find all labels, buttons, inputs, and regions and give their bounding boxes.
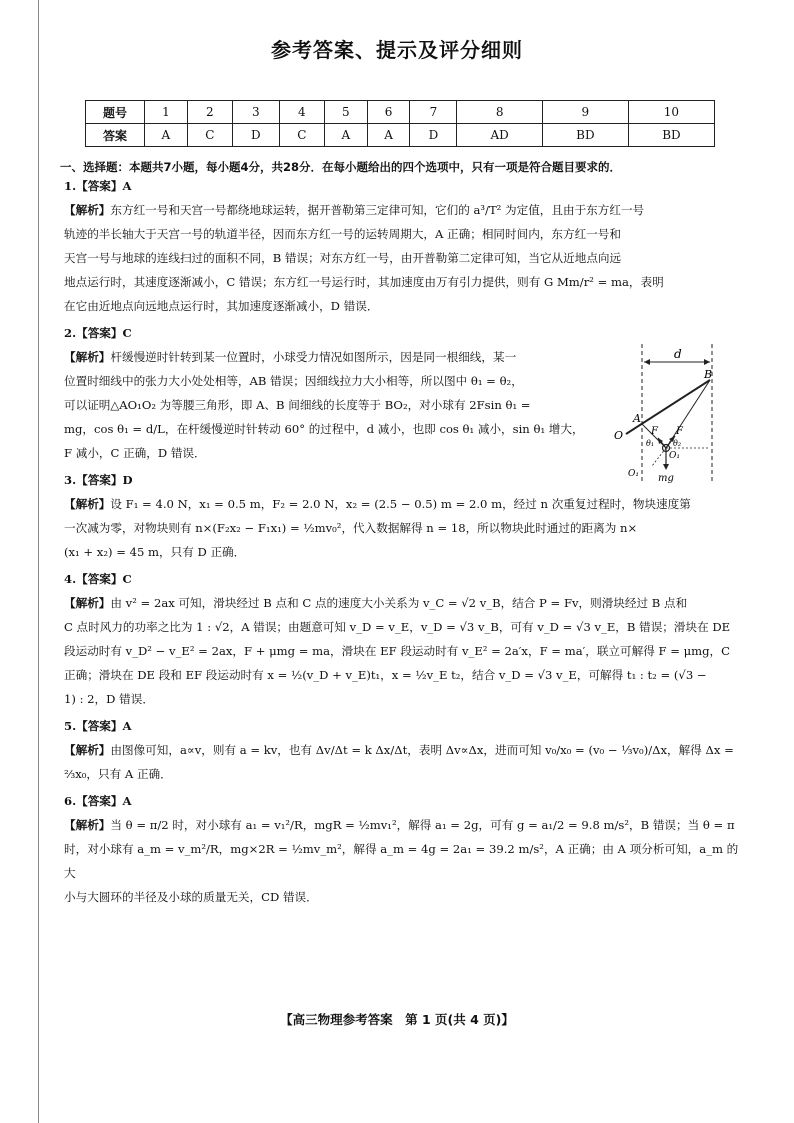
arrow-head xyxy=(704,359,710,365)
analysis-q2 xyxy=(64,345,604,465)
analysis-line: 天宫一号与地球的连线扫过的面积不同，B 错误；对东方红一号，由开普勒第二定律可知，当它从近地点向远 xyxy=(64,251,622,265)
label-a: A xyxy=(633,412,641,425)
analysis-line: 轨迹的半长轴大于天宫一号的轨道半径，因而东方红一号的运转周期大，A 正确；相同时间内，东方红一号和 xyxy=(64,227,621,241)
analysis-line: 段运动时有 v_D² − v_E² = 2ax，F + μmg = ma，滑块在 EF 段运动时有 v_E² = 2a′x，F = ma′，联立可解得 F = μmg，C xyxy=(64,644,731,658)
table-cell: 6 xyxy=(367,101,410,124)
analysis-line: 小与大圆环的半径及小球的质量无关，CD 错误． xyxy=(64,890,318,904)
question-number: 3. xyxy=(64,473,77,487)
answer-value: D xyxy=(122,473,133,487)
table-cell: C xyxy=(187,124,232,147)
table-cell: 10 xyxy=(628,101,714,124)
analysis-line: 可以证明△AO₁O₂ 为等腰三角形，即 A、B 间细线的长度等于 BO₂，对小球有 2Fsin θ₁ = xyxy=(64,398,531,412)
analysis-line: ⅔x₀，只有 A 正确． xyxy=(64,767,172,781)
table-cell: BD xyxy=(542,124,628,147)
analysis-line: 由 v² = 2ax 可知，滑块经过 B 点和 C 点的速度大小关系为 v_C = √2 v_B，结合 P = Fv，则滑块经过 B 点和 xyxy=(110,596,688,610)
analysis-line: mg，cos θ₁ = d/L，在杆缓慢逆时针转动 60° 的过程中，d 减小，也即 cos θ₁ 减小，sin θ₁ 增大， xyxy=(64,422,584,436)
analysis-line: 时，对小球有 a_m = v_m²/R，mg×2R = ½mv_m²，解得 a_m = 4g = 2a₁ = 39.2 m/s²，A 正确；由 A 项分析可知，a_m 的大 xyxy=(64,842,739,880)
analysis-q1 xyxy=(64,198,744,318)
table-cell: 3 xyxy=(232,101,279,124)
row-label-answer: 答案 xyxy=(86,124,145,147)
answer-content xyxy=(60,158,744,909)
label-b: B xyxy=(704,368,713,381)
table-cell: AD xyxy=(457,124,542,147)
analysis-tag: 【解析】 xyxy=(64,596,111,610)
question-number: 2. xyxy=(64,326,77,340)
analysis-tag: 【解析】 xyxy=(64,350,111,364)
question-number: 1. xyxy=(64,179,77,193)
answer-line-q1 xyxy=(64,177,744,196)
table-cell: 1 xyxy=(145,101,188,124)
section-heading: 一、选择题：本题共7小题，每小题4分，共28分．在每小题给出的四个选项中，只有一项是符合题目要求的． xyxy=(60,160,622,174)
answer-value: C xyxy=(122,326,132,340)
table-cell: 7 xyxy=(410,101,457,124)
question-number: 5. xyxy=(64,719,77,733)
analysis-line: 位置时细线中的张力大小处处相等，AB 错误；因细线拉力大小相等，所以图中 θ₁ = θ₂， xyxy=(64,374,523,388)
page-footer: 【高三物理参考答案 第 1 页(共 4 页)】 xyxy=(280,1012,514,1027)
table-cell: D xyxy=(410,124,457,147)
table-cell: C xyxy=(279,124,324,147)
analysis-tag: 【解析】 xyxy=(64,497,111,511)
answer-table xyxy=(85,100,715,147)
analysis-tag: 【解析】 xyxy=(64,203,111,217)
table-row xyxy=(86,101,715,124)
answer-line-q2 xyxy=(64,324,744,343)
question-number: 6. xyxy=(64,794,77,808)
table-row xyxy=(86,124,715,147)
answer-value: A xyxy=(122,179,132,193)
label-o1: O₁ xyxy=(628,469,639,479)
label-theta2: θ₂ xyxy=(673,439,682,448)
analysis-q4 xyxy=(64,591,744,711)
analysis-q5 xyxy=(64,738,744,786)
table-cell: 2 xyxy=(187,101,232,124)
page-title: 参考答案、提示及评分细则 xyxy=(271,38,523,62)
table-cell: 9 xyxy=(542,101,628,124)
analysis-line: (x₁ + x₂) = 45 m，只有 D 正确． xyxy=(64,545,246,559)
table-cell: A xyxy=(145,124,188,147)
analysis-tag: 【解析】 xyxy=(64,818,111,832)
answer-line-q5 xyxy=(64,717,744,736)
arrow-head xyxy=(663,464,669,470)
analysis-line: 在它由近地点向远地点运行时，其加速度逐渐减小，D 错误． xyxy=(64,299,379,313)
analysis-line: 1) : 2，D 错误． xyxy=(64,692,154,706)
analysis-line: F 减小，C 正确，D 错误． xyxy=(64,446,206,460)
force-diagram xyxy=(612,342,746,484)
analysis-line: 杆缓慢逆时针转到某一位置时，小球受力情况如图所示，因是同一根细线，某一 xyxy=(110,350,517,364)
label-theta1: θ₁ xyxy=(646,439,655,448)
answer-value: A xyxy=(122,719,132,733)
answer-tag: 【答案】 xyxy=(76,473,123,487)
label-d: d xyxy=(674,347,682,361)
rod xyxy=(626,380,710,434)
answer-value: C xyxy=(122,572,132,586)
analysis-q6 xyxy=(64,813,744,909)
table-cell: BD xyxy=(628,124,714,147)
table-cell: A xyxy=(367,124,410,147)
analysis-q3 xyxy=(64,492,744,564)
answer-tag: 【答案】 xyxy=(76,794,123,808)
answer-tag: 【答案】 xyxy=(76,326,123,340)
answer-value: A xyxy=(122,794,132,808)
table-cell: D xyxy=(232,124,279,147)
analysis-line: 一次减为零，对物块则有 n×(F₂x₂ − F₁x₁) = ½mv₀²，代入数据解得 n = 18，所以物块此时通过的距离为 n× xyxy=(64,521,638,535)
label-mg: mg xyxy=(658,473,674,484)
analysis-line: 当 θ = π/2 时，对小球有 a₁ = v₁²/R，mgR = ½mv₁²，解得 a₁ = 2g，可有 g = a₁/2 = 9.8 m/s²，B 错误；当 θ = π xyxy=(110,818,735,832)
page-edge-line xyxy=(38,0,39,1123)
answer-tag: 【答案】 xyxy=(76,719,123,733)
answer-line-q6 xyxy=(64,792,744,811)
answer-tag: 【答案】 xyxy=(76,179,123,193)
analysis-line: C 点时风力的功率之比为 1 : √2，A 错误；由题意可知 v_D = v_E，v_D = √3 v_B，可有 v_D = √3 v_E，B 错误；滑块在 DE xyxy=(64,620,731,634)
answer-tag: 【答案】 xyxy=(76,572,123,586)
analysis-line: 由图像可知，a∝v，则有 a = kv，也有 Δv/Δt = k Δx/Δt，表明 Δv∝Δx，进而可知 v₀/x₀ = (v₀ − ⅓v₀)/Δx，解得 Δx = xyxy=(110,743,734,757)
answer-line-q4 xyxy=(64,570,744,589)
question-number: 4. xyxy=(64,572,77,586)
analysis-line: 正确；滑块在 DE 段和 EF 段运动时有 x = ½(v_D + v_E)t₁，x = ½v_E t₂，结合 v_D = √3 v_E，可解得 t₁ : t₂ = (√3 − xyxy=(64,668,707,682)
label-f1: F xyxy=(651,426,658,437)
row-label-number: 题号 xyxy=(86,101,145,124)
table-cell: 8 xyxy=(457,101,542,124)
analysis-line: 地点运行时，其速度逐渐减小，C 错误；东方红一号运行时，其加速度由万有引力提供，则有 G Mm/r² = ma，表明 xyxy=(64,275,664,289)
table-cell: 4 xyxy=(279,101,324,124)
analysis-line: 设 F₁ = 4.0 N，x₁ = 0.5 m，F₂ = 2.0 N，x₂ = (2.5 − 0.5) m = 2.0 m，经过 n 次重复过程时，物块速度第 xyxy=(110,497,691,511)
table-cell: 5 xyxy=(324,101,367,124)
analysis-tag: 【解析】 xyxy=(64,743,111,757)
arrow-head xyxy=(644,359,650,365)
label-o2: O₁ xyxy=(669,451,680,461)
label-f2: F xyxy=(676,426,683,437)
analysis-line: 东方红一号和天宫一号都绕地球运转，据开普勒第三定律可知，它们的 a³/T² 为定值，且由于东方红一号 xyxy=(110,203,645,217)
table-cell: A xyxy=(324,124,367,147)
label-o: O xyxy=(614,429,624,442)
